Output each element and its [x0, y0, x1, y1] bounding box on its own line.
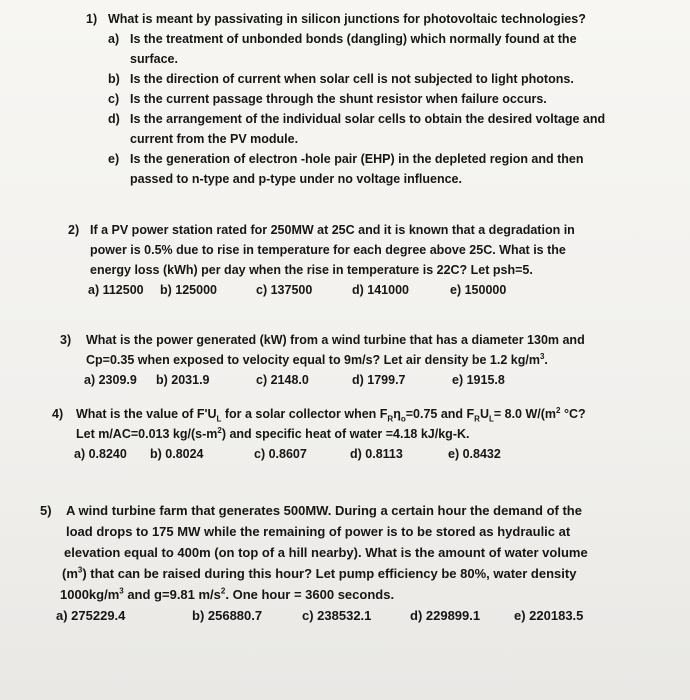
answer-option-e: e) 220183.5 [514, 608, 584, 623]
question-text: Let m/AC=0.013 kg/(s-m [76, 427, 218, 441]
answer-option-a: a) 112500 [88, 283, 144, 297]
question-text: What is the value of F'U [76, 407, 217, 421]
question-text: = 8.0 W/(m [493, 407, 557, 421]
option-e [108, 149, 646, 189]
answer-option-e: e) 150000 [450, 283, 507, 297]
question-text: (m [62, 566, 78, 581]
question-text: ) that can be raised during this hour? Let pump efficiency be 80%, water density [82, 566, 577, 581]
answer-option-d: d) 141000 [352, 283, 409, 297]
subscript: R [387, 414, 394, 424]
question-3 [60, 330, 640, 390]
question-2 [68, 220, 628, 300]
option-label: a) [108, 32, 120, 46]
option-text: passed to n-type and p-type under no voltage influence. [130, 172, 462, 186]
question-number: 1) [86, 12, 98, 26]
question-text: η [393, 407, 401, 421]
answer-option-a: a) 2309.9 [84, 373, 137, 387]
answer-option-b: b) 256880.7 [192, 608, 263, 623]
subscript: L [216, 414, 222, 424]
question-number: 2) [68, 223, 80, 237]
option-text: surface. [130, 52, 178, 66]
option-d [108, 109, 646, 149]
question-4-line-2 [52, 424, 642, 444]
question-2-line-2: power is 0.5% due to rise in temperature for each degree above 25C. What is the [90, 243, 566, 257]
question-1-stem [86, 9, 646, 29]
option-label: c) [108, 92, 120, 106]
option-b [108, 69, 646, 89]
option-text: Is the treatment of unbonded bonds (dangling) which normally found at the [130, 32, 577, 46]
answer-option-b: b) 2031.9 [156, 373, 210, 387]
answer-option-a: a) 0.8240 [74, 447, 127, 461]
answer-option-e: e) 1915.8 [452, 373, 505, 387]
answer-option-b: b) 0.8024 [150, 447, 204, 461]
superscript: 2 [217, 425, 222, 435]
option-text: current from the PV module. [130, 132, 299, 146]
answer-option-a: a) 275229.4 [56, 608, 126, 623]
option-a [108, 29, 646, 69]
question-text: If a PV power station rated for 250MW at 25C and it is known that a degradation in [90, 223, 575, 237]
superscript: 3 [77, 565, 83, 575]
option-text: Is the generation of electron -hole pair (EHP) in the depleted region and then [130, 152, 584, 166]
option-label: b) [108, 72, 120, 86]
answer-options [40, 605, 650, 626]
superscript: 2 [220, 586, 226, 596]
option-label: d) [108, 112, 120, 126]
answer-option-c: c) 2148.0 [256, 373, 309, 387]
question-2-line-1 [68, 220, 628, 240]
question-5-line-1 [40, 500, 650, 521]
question-5-line-2: load drops to 175 MW while the remaining of power is to be stored as hydraulic at [66, 524, 571, 539]
superscript: 2 [556, 405, 561, 415]
question-5-line-4 [40, 563, 650, 584]
question-text: A wind turbine farm that generates 500MW. During a certain hour the demand of the [66, 503, 582, 518]
question-4 [52, 404, 642, 464]
question-text: °C? [560, 407, 586, 421]
answer-options [60, 370, 640, 390]
question-text: and g=9.81 m/s [123, 587, 221, 602]
option-label: e) [108, 152, 120, 166]
answer-option-e: e) 0.8432 [448, 447, 501, 461]
question-1 [86, 9, 646, 189]
question-text: 1000kg/m [60, 587, 120, 602]
question-2-line-3: energy loss (kWh) per day when the rise in temperature is 22C? Let psh=5. [90, 263, 533, 277]
question-text: What is the power generated (kW) from a wind turbine that has a diameter 130m and [86, 333, 585, 347]
question-number: 3) [60, 333, 72, 347]
question-4-line-1 [52, 404, 642, 424]
answer-option-b: b) 125000 [160, 283, 217, 297]
question-3-line-1 [60, 330, 640, 350]
question-text: =0.75 and F [405, 407, 475, 421]
question-number: 5) [40, 503, 52, 518]
answer-options [68, 280, 628, 300]
question-text: for a solar collector when F [221, 407, 388, 421]
question-text: What is meant by passivating in silicon junctions for photovoltaic technologies? [108, 12, 586, 26]
question-5 [40, 500, 650, 626]
answer-option-c: c) 238532.1 [302, 608, 372, 623]
option-text: Is the direction of current when solar cell is not subjected to light photons. [130, 72, 574, 86]
question-number: 4) [52, 407, 64, 421]
question-text: Cp=0.35 when exposed to velocity equal to 9m/s? Let air density be 1.2 kg/m [86, 353, 540, 367]
answer-option-c: c) 137500 [256, 283, 313, 297]
subscript: L [488, 414, 494, 424]
question-5-line-5 [40, 584, 650, 605]
question-text: U [479, 407, 489, 421]
question-5-line-3: elevation equal to 400m (on top of a hill nearby). What is the amount of water volume [64, 545, 588, 560]
option-text: Is the arrangement of the individual solar cells to obtain the desired voltage and [130, 112, 606, 126]
option-c [108, 89, 646, 109]
option-text: Is the current passage through the shunt resistor when failure occurs. [130, 92, 547, 106]
question-3-line-2 [60, 350, 640, 370]
superscript: 3 [119, 586, 124, 596]
answer-option-d: d) 229899.1 [410, 608, 481, 623]
subscript: o [400, 414, 406, 424]
answer-option-d: d) 0.8113 [350, 447, 403, 461]
question-text: . [544, 353, 548, 367]
superscript: 3 [539, 351, 545, 361]
question-text: . One hour = 3600 seconds. [225, 587, 395, 602]
subscript: R [474, 414, 480, 424]
answer-option-c: c) 0.8607 [254, 447, 307, 461]
answer-option-d: d) 1799.7 [352, 373, 406, 387]
answer-options [52, 444, 642, 464]
question-text: ) and specific heat of water =4.18 kJ/kg-K. [221, 427, 470, 441]
